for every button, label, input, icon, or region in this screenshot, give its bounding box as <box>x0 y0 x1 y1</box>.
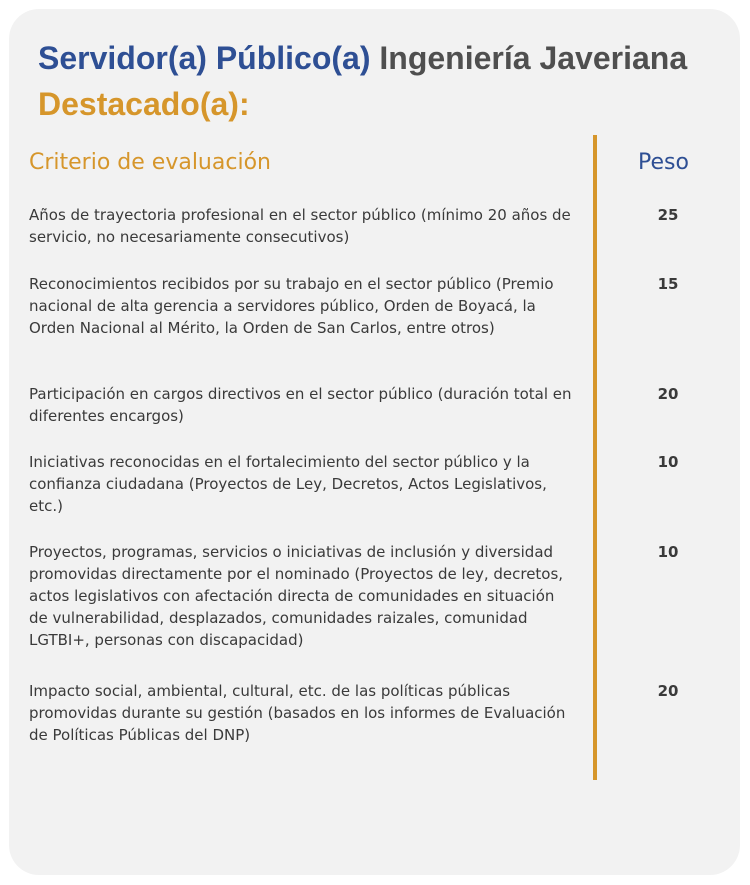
criterion-initiatives: Iniciativas reconocidas en el fortalecimiento del sector público y la confianza ciudadana (Proyectos de Ley, Decretos, Actos Legislativos, etc.) <box>29 453 547 515</box>
title-part-ingenieria: Ingeniería Javeriana <box>379 40 688 76</box>
criterion-years-experience: Años de trayectoria profesional en el sector público (mínimo 20 años de servicio, no necesariamente consecutivos) <box>29 206 571 246</box>
criterion-directive-positions: Participación en cargos directivos en el sector público (duración total en diferentes encargos) <box>29 385 572 425</box>
title-part-servidor: Servidor(a) Público(a) <box>38 40 380 76</box>
criteria-column-header: Criterio de evaluación <box>29 150 271 175</box>
column-divider <box>593 135 597 780</box>
weight-social-impact: 20 <box>657 682 679 700</box>
weight-column-header: Peso <box>638 150 689 175</box>
weight-initiatives: 10 <box>657 453 679 471</box>
weight-recognitions: 15 <box>657 275 679 293</box>
weight-directive-positions: 20 <box>657 385 679 403</box>
weight-years-experience: 25 <box>657 206 679 224</box>
title-part-destacado: Destacado(a): <box>38 86 250 122</box>
page-title <box>38 35 740 127</box>
weight-inclusion-projects: 10 <box>657 543 679 561</box>
criterion-social-impact: Impacto social, ambiental, cultural, etc. de las políticas públicas promovidas durante su gestión (basados en los informes de Evaluación de Políticas Públicas del DNP) <box>29 682 566 744</box>
criterion-inclusion-projects: Proyectos, programas, servicios o iniciativas de inclusión y diversidad promovidas directamente por el nominado (Proyectos de ley, decretos, actos legislativos con afectación directa de comunidades en situación de vulnerabilidad, desplazados, comunidades raizales, comunidad LGTBI+, personas con discapacidad) <box>29 543 564 649</box>
criterion-recognitions: Reconocimientos recibidos por su trabajo en el sector público (Premio nacional de alta gerencia a servidores público, Orden de Boyacá, la Orden Nacional al Mérito, la Orden de San Carlos, entre otros) <box>29 275 554 337</box>
